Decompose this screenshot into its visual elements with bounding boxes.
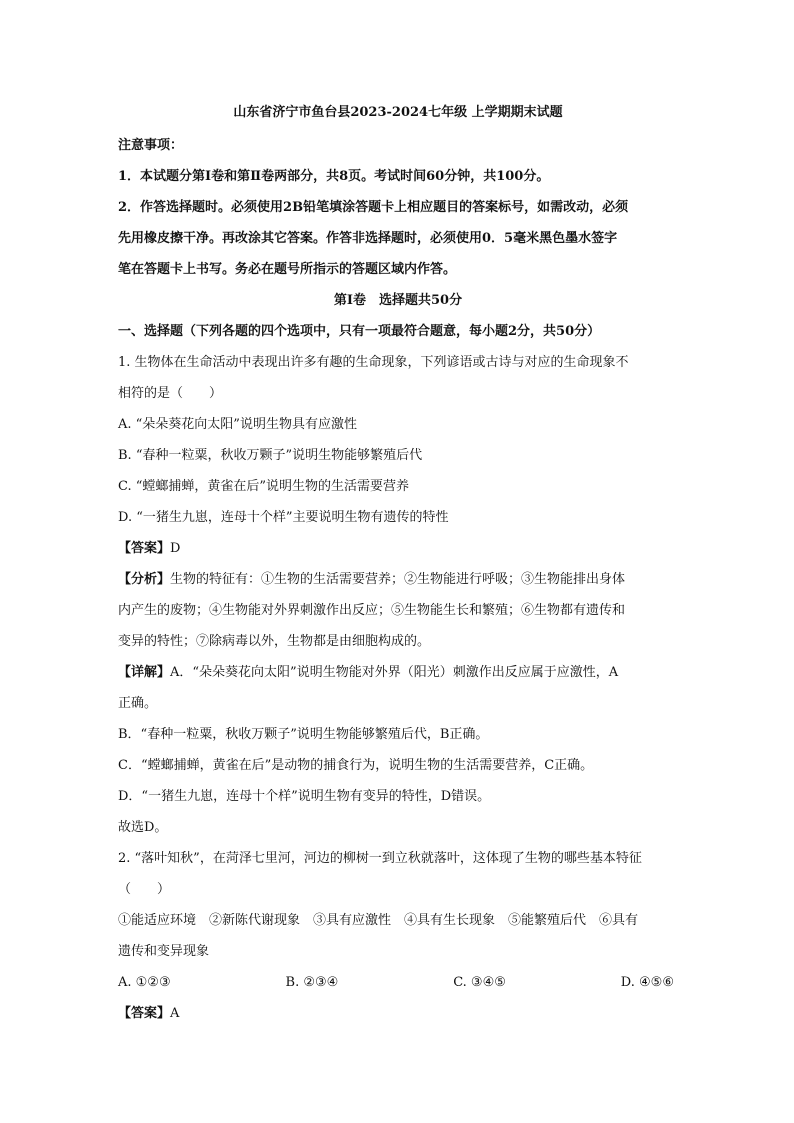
q1-option-c: C. “螳螂捕蝉，黄雀在后”说明生物的生活需要营养 bbox=[118, 479, 410, 494]
q2-option-c: C. ③④⑤ bbox=[453, 975, 506, 990]
page-title: 山东省济宁市鱼台县2023-2024七年级 上学期期末试题 bbox=[233, 105, 563, 120]
q1-option-b: B. “春种一粒粟，秋收万颗子”说明生物能够繁殖后代 bbox=[118, 448, 423, 463]
q2-option-b: B. ②③④ bbox=[285, 975, 339, 990]
notes-item-2-line-2: 先用橡皮擦干净。再改涂其它答案。作答非选择题时，必须使用0．5毫米黑色墨水签字 bbox=[118, 231, 618, 246]
q1-detail-line-4: C．“螳螂捕蝉，黄雀在后”是动物的捕食行为，说明生物的生活需要营养，C正确。 bbox=[118, 758, 594, 773]
part-heading: 一、选择题（下列各题的四个选项中，只有一项最符合题意，每小题2分，共50分） bbox=[118, 324, 601, 339]
q2-stem-line-1: 2. “落叶知秋”，在菏泽七里河，河边的柳树一到立秋就落叶，这体现了生物的哪些基本特征 bbox=[118, 851, 642, 866]
q2-option-d: D. ④⑤⑥ bbox=[620, 975, 674, 990]
q1-stem-line-2: 相符的是（ ） bbox=[118, 386, 223, 401]
notes-item-1: 1．本试题分第Ⅰ卷和第Ⅱ卷两部分，共8页。考试时间60分钟，共100分。 bbox=[118, 169, 550, 184]
q1-detail-line-2: 正确。 bbox=[118, 696, 158, 711]
q1-analysis-line-1 bbox=[118, 564, 678, 595]
q1-detail-line-3: B．“春种一粒粟，秋收万颗子”说明生物能够繁殖后代，B正确。 bbox=[118, 727, 489, 742]
notes-item-2-line-3: 笔在答题卡上书写。务必在题号所指示的答题区域内作答。 bbox=[118, 262, 457, 277]
q1-answer-tag: 【答案】 bbox=[118, 541, 171, 556]
q2-choices-line-1: ①能适应环境 ②新陈代谢现象 ③具有应激性 ④具有生长现象 ⑤能繁殖后代 ⑥具有 bbox=[118, 913, 639, 928]
q2-option-a: A. ①②③ bbox=[118, 975, 171, 990]
q1-conclusion: 故选D。 bbox=[118, 820, 168, 835]
q1-analysis-text-1: 生物的特征有：①生物的生活需要营养；②生物能进行呼吸；③生物能排出身体 bbox=[170, 572, 626, 587]
q2-stem-line-2: （ ） bbox=[118, 882, 171, 897]
q1-detail-line-1 bbox=[118, 657, 678, 688]
section-title: 第Ⅰ卷 选择题共50分 bbox=[333, 293, 463, 308]
q1-option-d: D. “一猪生九崽，连母十个样”主要说明生物有遗传的特性 bbox=[118, 510, 449, 525]
q1-analysis-tag: 【分析】 bbox=[118, 572, 171, 587]
q2-choices-line-2: 遗传和变异现象 bbox=[118, 944, 210, 959]
q1-stem-line-1: 1. 生物体在生命活动中表现出许多有趣的生命现象，下列谚语或古诗与对应的生命现象不 bbox=[118, 355, 629, 370]
q2-answer-value: A bbox=[170, 1006, 180, 1021]
q1-analysis-line-3: 变异的特性；⑦除病毒以外，生物都是由细胞构成的。 bbox=[118, 634, 431, 649]
notes-item-2-line-1: 2．作答选择题时。必须使用2B铅笔填涂答题卡上相应题目的答案标号，如需改动，必须 bbox=[118, 200, 629, 215]
q1-analysis-line-2: 内产生的废物；④生物能对外界刺激作出反应；⑤生物能生长和繁殖；⑥生物都有遗传和 bbox=[118, 603, 626, 618]
q1-answer bbox=[118, 533, 678, 564]
q1-detail-line-5: D．“一猪生九崽，连母十个样”说明生物有变异的特性，D错误。 bbox=[118, 789, 491, 804]
q1-detail-text-1: A．“朵朵葵花向太阳”说明生物能对外界（阳光）刺激作出反应属于应激性，A bbox=[170, 665, 619, 680]
notes-heading: 注意事项： bbox=[118, 138, 184, 153]
q2-options-row bbox=[118, 967, 674, 998]
q1-option-a: A. “朵朵葵花向太阳”说明生物具有应激性 bbox=[118, 417, 357, 432]
q2-answer-tag: 【答案】 bbox=[118, 1006, 171, 1021]
exam-page bbox=[118, 96, 678, 1029]
q1-detail-tag: 【详解】 bbox=[118, 665, 171, 680]
q2-answer bbox=[118, 998, 678, 1029]
q1-answer-value: D bbox=[170, 541, 181, 556]
